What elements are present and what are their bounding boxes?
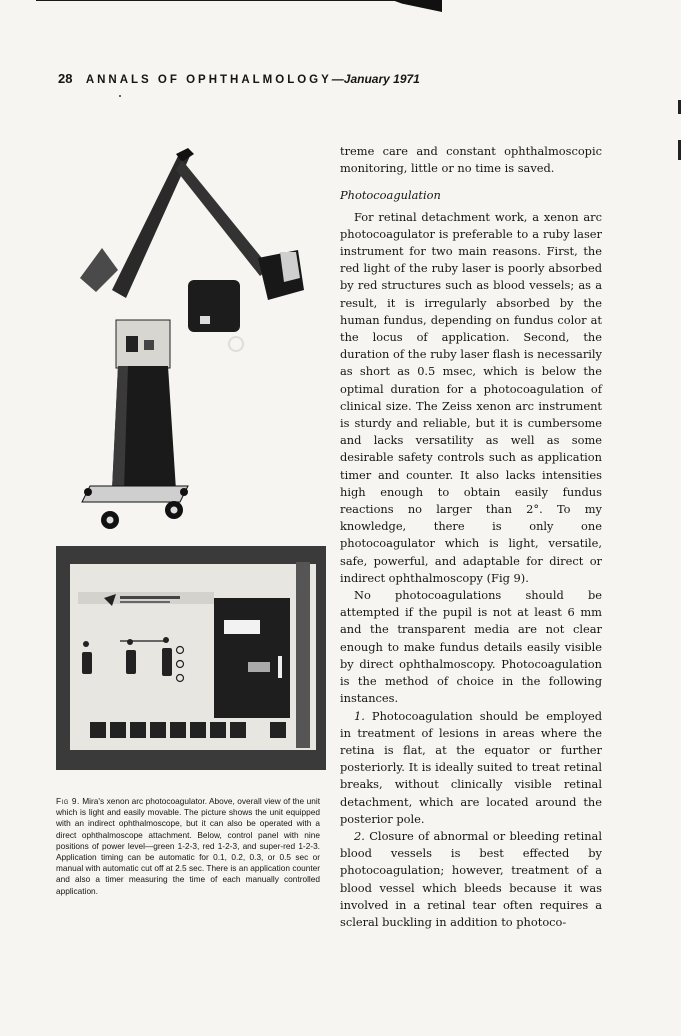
scan-artifact — [392, 0, 442, 12]
running-header — [58, 71, 618, 91]
photocoagulator-unit-photo — [52, 140, 332, 540]
issue-date: —January 1971 — [331, 72, 420, 86]
paragraph: For retinal detachment work, a xenon arc photocoagulator is preferable to a ruby laser instrument for two main reasons. First, the red light of the ruby laser is poorly absorbed by red structures such as blood vessels; as a result, it is irregularly absorbed by the human fundus, depending on fundus color at the locus of application. Second, the duration of the ruby laser flash is necessarily as short as 0.5 msec, which is below the optimal duration for a photocoagulation of clinical size. The Zeiss xenon arc instrument is sturdy and reliable, but it is cumbersome and lacks versatility as well as some desirable safety controls such as application timer and counter. It also lacks intensities high enough to obtain easily fundus reactions no larger than 2°. To my knowledge, there is only one photocoagulator which is light, versatile, safe, powerful, and adaptable for direct or indirect ophthalmoscopy (Fig 9). — [340, 209, 602, 585]
caption-text: Mira's xenon arc photocoagulator. Above, overall view of the unit which is light and easily movable. The picture shows the unit equipped with an indirect ophthalmoscope, but it can also be operated with a direct ophthalmoscope attachment. Below, control panel with nine positions of power level—green 1-2-3, red 1-2-3, and super-red 1-2-3. Application timing can be automatic for 0.1, 0.2, 0.3, or 0.5 sec or manual with automatic cut off at 2.5 sec. There is an application counter and also a timer measuring the time of each manually controlled application. — [56, 796, 320, 896]
item-number: 2. — [354, 828, 365, 843]
paragraph: No photocoagulations should be attempted if the pupil is not at least 6 mm and the transparent media are not clear enough to make fundus details easily visible by direct ophthalmoscopy. Photocoagulation is the method of choice in the following instances. — [340, 588, 602, 706]
control-panel-photo — [56, 546, 326, 770]
page-number: 28 — [58, 71, 73, 86]
figure-label: Fig 9. — [56, 796, 80, 806]
journal-name: ANNALS OF OPHTHALMOLOGY — [85, 74, 332, 86]
paragraph-continuation: treme care and constant ophthalmoscopic monitoring, little or no time is saved. — [340, 144, 602, 176]
figure-caption — [56, 796, 320, 897]
item-number: 1. — [354, 708, 365, 723]
item-text: Photocoagulation should be employed in treatment of lesions in areas where the retina is flat, at the equator or further posteriorly. It is ideally suited to treat retinal breaks, without clinically visible retinal detachment, which are located around the posterior pole. — [340, 708, 602, 826]
body-column — [340, 143, 602, 931]
section-heading: Photocoagulation — [340, 188, 441, 203]
top-rule — [36, 0, 442, 1]
item-text: Closure of abnormal or bleeding retinal blood vessels is best effected by photocoagulation; however, treatment of a blood vessel which bleeds because it was involved in a retinal tear often requires a scleral buckling in addition to photoco- — [340, 828, 602, 929]
speck — [119, 95, 121, 97]
numbered-item — [340, 708, 602, 828]
numbered-item — [340, 828, 602, 931]
